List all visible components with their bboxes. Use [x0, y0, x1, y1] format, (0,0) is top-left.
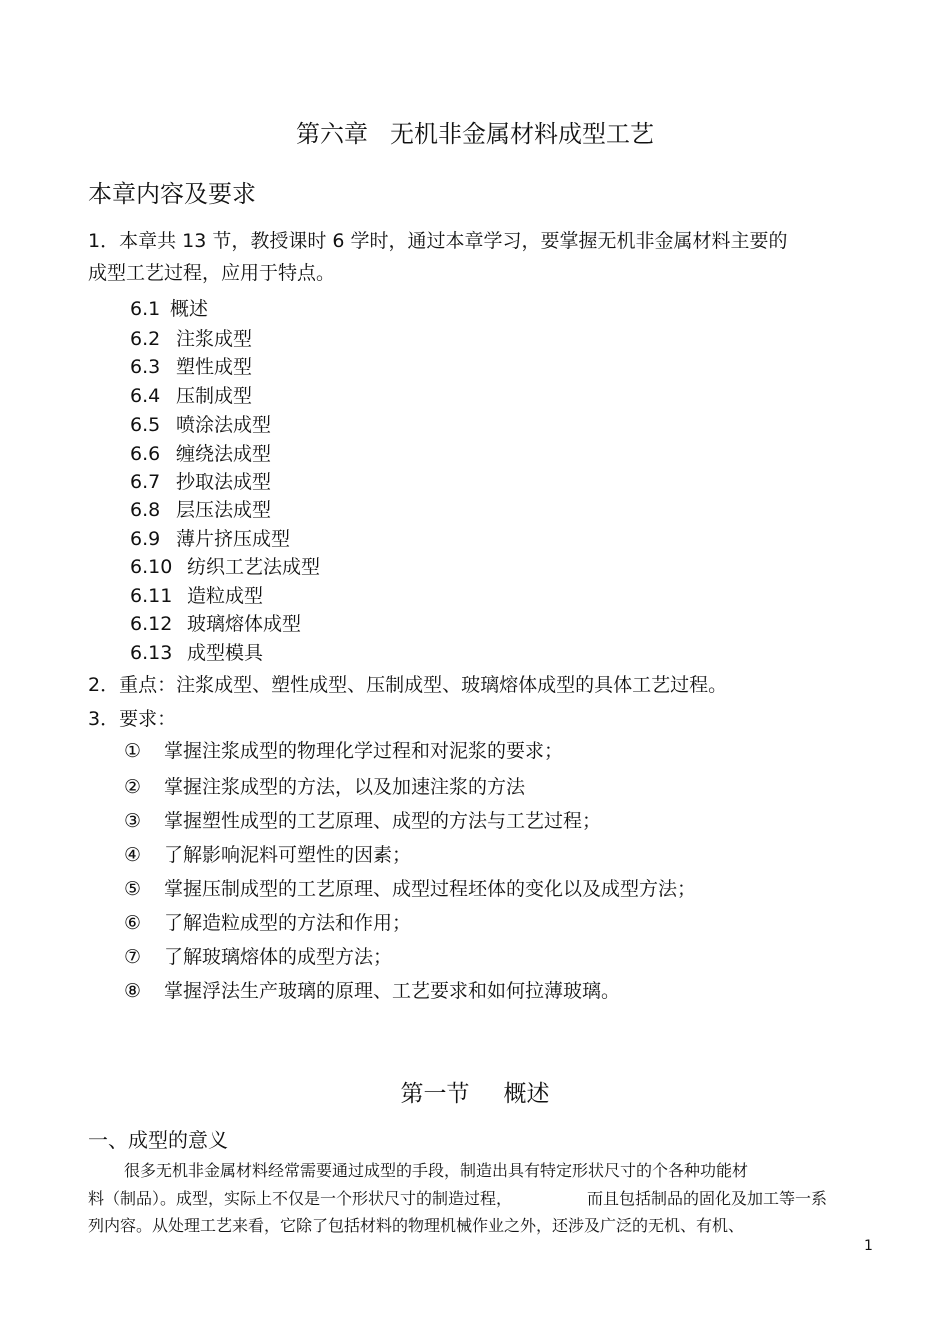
- section-title: [0, 1075, 950, 1108]
- requirement-item: ① 掌握注浆成型的物理化学过程和对泥浆的要求；: [124, 740, 564, 762]
- subsection-heading: 一、成型的意义: [88, 1128, 228, 1152]
- section-name: 概述: [503, 1081, 550, 1107]
- point1-line1: 1．本章共 13 节，教授课时 6 学时，通过本章学习，要掌握无机非金属材料主要的: [88, 230, 788, 252]
- toc-item: 6.2 注浆成型: [130, 328, 253, 350]
- point3-requirements-label: 3．要求：: [88, 708, 177, 730]
- toc-item: 6.8 层压法成型: [130, 499, 272, 521]
- body-text-line: 列内容。从处理工艺来看，它除了包括材料的物理机械作业之外，还涉及广泛的无机、有机、: [88, 1216, 745, 1235]
- requirement-item: ③ 掌握塑性成型的工艺原理、成型的方法与工艺过程；: [124, 810, 602, 832]
- section-number: 第一节: [400, 1081, 470, 1107]
- body-text-line: 料（制品）。成型，实际上不仅是一个形状尺寸的制造过程，: [88, 1189, 513, 1208]
- toc-item: 6.5 喷涂法成型: [130, 414, 272, 436]
- requirement-item: ⑦ 了解玻璃熔体的成型方法；: [124, 946, 393, 968]
- point1-line2: 成型工艺过程，应用于特点。: [88, 262, 336, 284]
- toc-item: 6.3 塑性成型: [130, 356, 253, 378]
- toc-item: 6.6 缠绕法成型: [130, 443, 272, 465]
- page-number: 1: [864, 1238, 873, 1254]
- requirement-item: ⑤ 掌握压制成型的工艺原理、成型过程坯体的变化以及成型方法；: [124, 878, 697, 900]
- toc-item: 6.7 抄取法成型: [130, 471, 272, 493]
- chapter-title: [0, 114, 950, 149]
- requirement-item: ④ 了解影响泥料可塑性的因素；: [124, 844, 412, 866]
- toc-item: 6.1 概述: [130, 298, 209, 320]
- requirement-item: ⑧ 掌握浮法生产玻璃的原理、工艺要求和如何拉薄玻璃。: [124, 980, 621, 1002]
- toc-item: 6.12 玻璃熔体成型: [130, 613, 302, 635]
- body-text-line: 很多无机非金属材料经常需要通过成型的手段，制造出具有特定形状尺寸的个各种功能材: [124, 1161, 749, 1180]
- body-text-line: 而且包括制品的固化及加工等一系: [587, 1189, 828, 1208]
- overview-heading: 本章内容及要求: [88, 180, 256, 208]
- requirement-item: ⑥ 了解造粒成型的方法和作用；: [124, 912, 412, 934]
- toc-item: 6.4 压制成型: [130, 385, 253, 407]
- toc-item: 6.13 成型模具: [130, 642, 264, 664]
- requirement-item: ② 掌握注浆成型的方法，以及加速注浆的方法: [124, 776, 526, 798]
- chapter-name: 无机非金属材料成型工艺: [390, 120, 654, 148]
- toc-item: 6.9 薄片挤压成型: [130, 528, 291, 550]
- toc-item: 6.10 纺织工艺法成型: [130, 556, 321, 578]
- toc-item: 6.11 造粒成型: [130, 585, 264, 607]
- chapter-number: 第六章: [296, 120, 368, 148]
- point2-key-points: 2．重点：注浆成型、塑性成型、压制成型、玻璃熔体成型的具体工艺过程。: [88, 674, 728, 696]
